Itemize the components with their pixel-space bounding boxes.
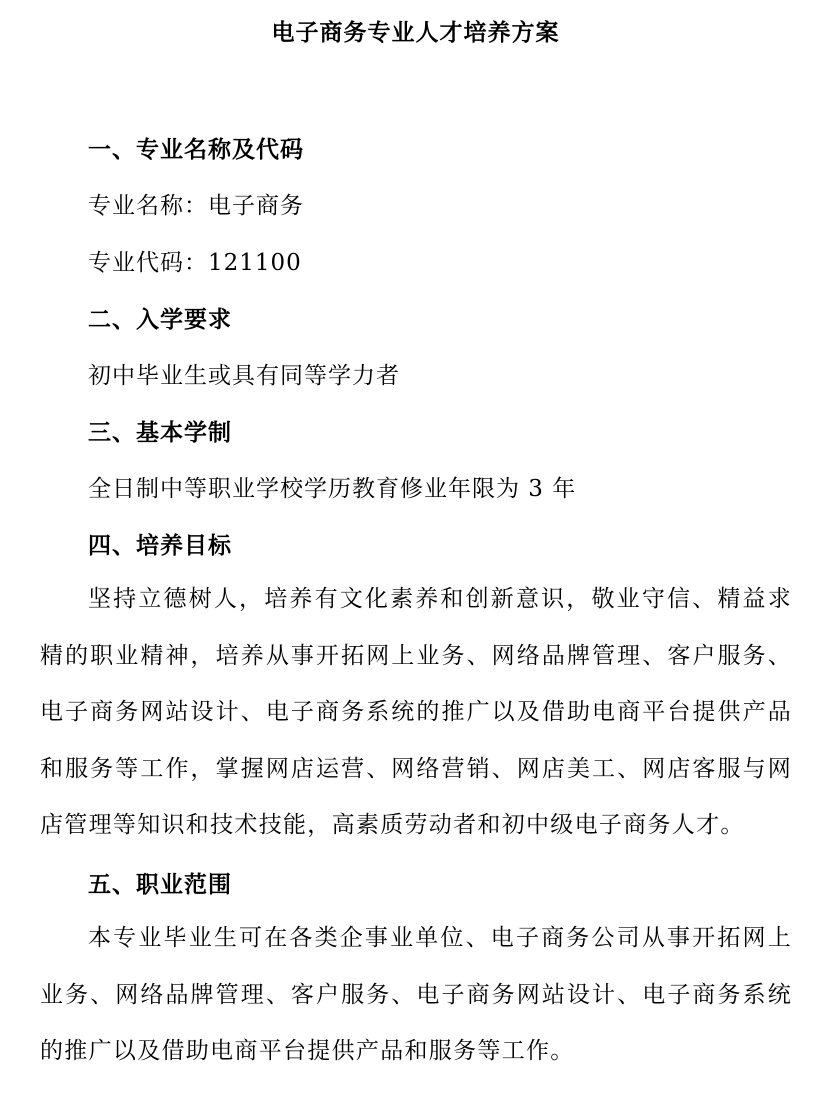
document-title: 电子商务专业人才培养方案	[271, 20, 560, 46]
duration-line: 全日制中等职业学校学历教育修业年限为 3 年	[88, 476, 577, 502]
admission-requirement-line: 初中毕业生或具有同等学力者	[88, 363, 400, 389]
section-heading-major-code: 一、专业名称及代码	[88, 137, 304, 163]
section-heading-career-scope: 五、职业范围	[88, 872, 232, 898]
major-code-line: 专业代码：121100	[88, 250, 302, 276]
section-heading-objectives: 四、培养目标	[88, 533, 232, 559]
major-name-line: 专业名称：电子商务	[88, 193, 304, 219]
career-scope-paragraph: 本专业毕业生可在各类企事业单位、电子商务公司从事开拓网上业务、网络品牌管理、客户服务、电子商务网站设计、电子商务系统的推广以及借助电商平台提供产品和服务等工作。	[40, 925, 792, 1064]
objectives-paragraph: 坚持立德树人，培养有文化素养和创新意识，敬业守信、精益求精的职业精神，培养从事开拓网上业务、网络品牌管理、客户服务、电子商务网站设计、电子商务系统的推广以及借助电商平台提供产品和服务等工作，掌握网店运营、网络营销、网店美工、网店客服与网店管理等知识和技术技能，高素质劳动者和初中级电子商务人才。	[40, 586, 792, 838]
section-heading-duration: 三、基本学制	[88, 420, 232, 446]
section-heading-admission: 二、入学要求	[88, 307, 232, 333]
